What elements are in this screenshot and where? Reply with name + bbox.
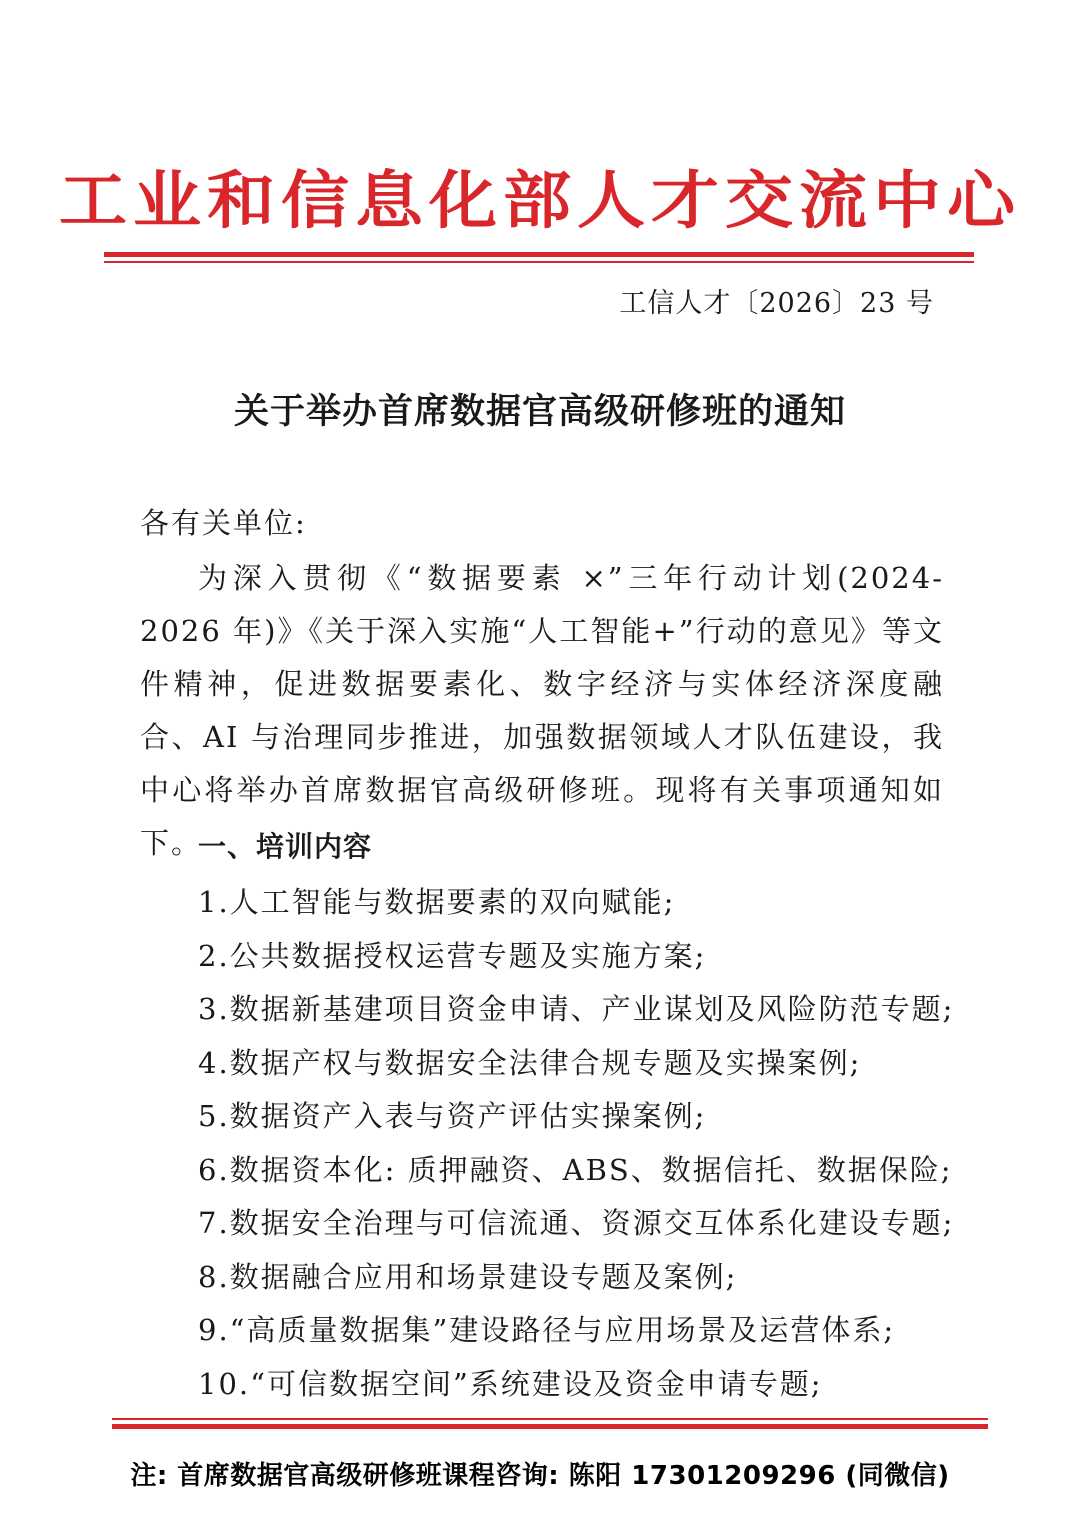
list-item: 10.“可信数据空间”系统建设及资金申请专题; <box>198 1366 823 1401</box>
training-content-list <box>198 876 958 1411</box>
list-item: 2.公共数据授权运营专题及实施方案; <box>198 938 707 973</box>
list-item: 3.数据新基建项目资金申请、产业谋划及风险防范专题; <box>198 992 955 1026</box>
header-red-divider <box>104 252 974 263</box>
list-item: 4.数据产权与数据安全法律合规专题及实操案例; <box>198 1045 862 1080</box>
list-item: 7.数据安全治理与可信流通、资源交互体系化建设专题; <box>198 1206 955 1240</box>
consultation-contact-note: 注: 首席数据官高级研修班课程咨询: 陈阳 17301209296 (同微信) <box>130 1461 950 1491</box>
list-item: 6.数据资本化: 质押融资、ABS、数据信托、数据保险; <box>198 1152 953 1187</box>
notice-title: 关于举办首席数据官高级研修班的通知 <box>233 392 846 432</box>
list-item: 5.数据资产入表与资产评估实操案例; <box>198 1099 707 1133</box>
salutation: 各有关单位: <box>140 506 307 540</box>
list-item: 9.“高质量数据集”建设路径与应用场景及运营体系; <box>198 1313 896 1347</box>
section-heading-training-content: 一、培训内容 <box>198 830 373 863</box>
list-item: 1.人工智能与数据要素的双向赋能; <box>198 885 676 919</box>
footer-red-divider <box>112 1418 988 1429</box>
list-item: 8.数据融合应用和场景建设专题及案例; <box>198 1259 738 1294</box>
document-number: 工信人才〔2026〕23 号 <box>619 288 934 319</box>
intro-paragraph: 为深入贯彻《“数据要素 ×”三年行动计划(2024-2026 年)》《关于深入实施“人工智能+”行动的意见》等文件精神，促进数据要素化、数字经济与实体经济深度融合、AI 与治理同步推进，加强数据领域人才队伍建设，我中心将举办首席数据官高级研修班。现将有关事项通知如下。 <box>140 561 944 860</box>
organization-header: 工业和信息化部人才交流中心 <box>58 165 1021 238</box>
